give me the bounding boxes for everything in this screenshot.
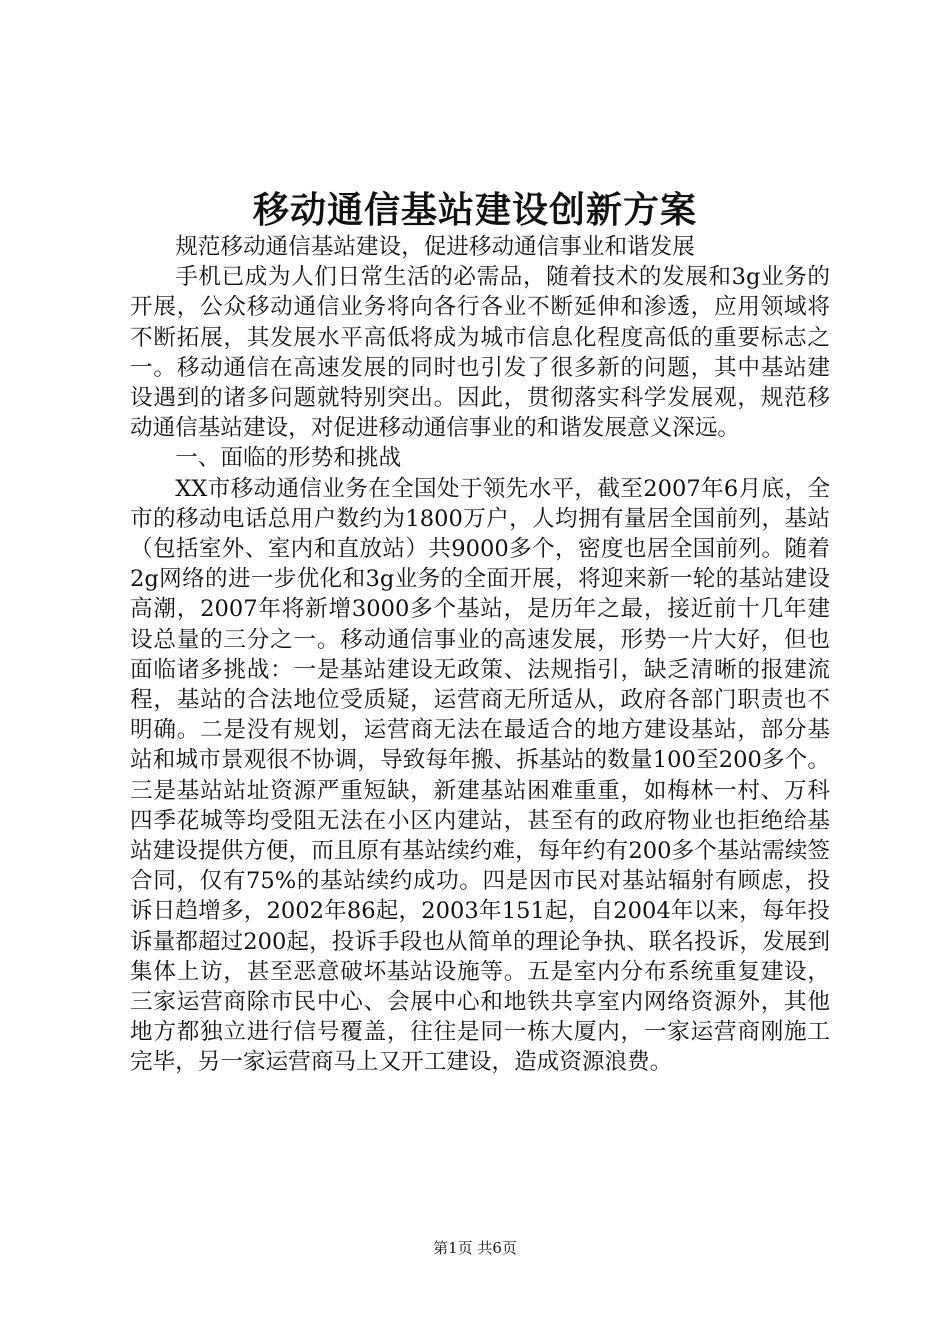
paragraph-intro: 手机已成为人们日常生活的必需品，随着技术的发展和3g业务的开展，公众移动通信业务将向各行各业不断延伸和渗透，应用领域将不断拓展，其发展水平高低将成为城市信息化程度高低的重要标志之一。移动通信在高速发展的同时也引发了很多新的问题，其中基站建设遇到的诸多问题就特别突出。因此，贯彻落实科学发展观，规范移动通信基站建设，对促进移动通信事业的和谐发展意义深远。 [130, 264, 830, 442]
page-footer: 第1页 共6页 [433, 1239, 517, 1257]
paragraph-situation: XX市移动通信业务在全国处于领先水平，截至2007年6月底，全市的移动电话总用户数约为1800万户，人均拥有量居全国前列，基站（包括室外、室内和直放站）共9000多个，密度也居全国前列。随着2g网络的进一步优化和3g业务的全面开展，将迎来新一轮的基站建设高潮，2007年将新增3000多个基站，是历年之最，接近前十几年建设总量的三分之一。移动通信事业的高速发展，形势一片大好，但也面临诸多挑战：一是基站建设无政策、法规指引，缺乏清晰的报建流程，基站的合法地位受质疑，运营商无所适从，政府各部门职责也不明确。二是没有规划，运营商无法在最适合的地方建设基站，部分基站和城市景观很不协调，导致每年搬、拆基站的数量100至200多个。三是基站站址资源严重短缺，新建基站困难重重，如梅林一村、万科四季花城等均受阻无法在小区内建站，甚至有的政府物业也拒绝给基站建设提供方便，而且原有基站续约难，每年约有200多个基站需续签合同，仅有75%的基站续约成功。四是因市民对基站辐射有顾虑，投诉日趋增多，2002年86起，2003年151起，自2004年以来，每年投诉量都超过200起，投诉手段也从简单的理论争执、联名投诉，发展到集体上访，甚至恶意破坏基站设施等。五是室内分布系统重复建设，三家运营商除市民中心、会展中心和地铁共享室内网络资源外，其他地方都独立进行信号覆盖，往往是同一栋大厦内，一家运营商刚施工完毕，另一家运营商马上又开工建设，造成资源浪费。 [130, 475, 830, 1076]
section-heading-1: 一、面临的形势和挑战 [175, 445, 402, 472]
paragraph-subtitle: 规范移动通信基站建设，促进移动通信事业和谐发展 [175, 234, 695, 260]
document-title: 移动通信基站建设创新方案 [252, 189, 697, 231]
document-body [130, 232, 830, 1078]
